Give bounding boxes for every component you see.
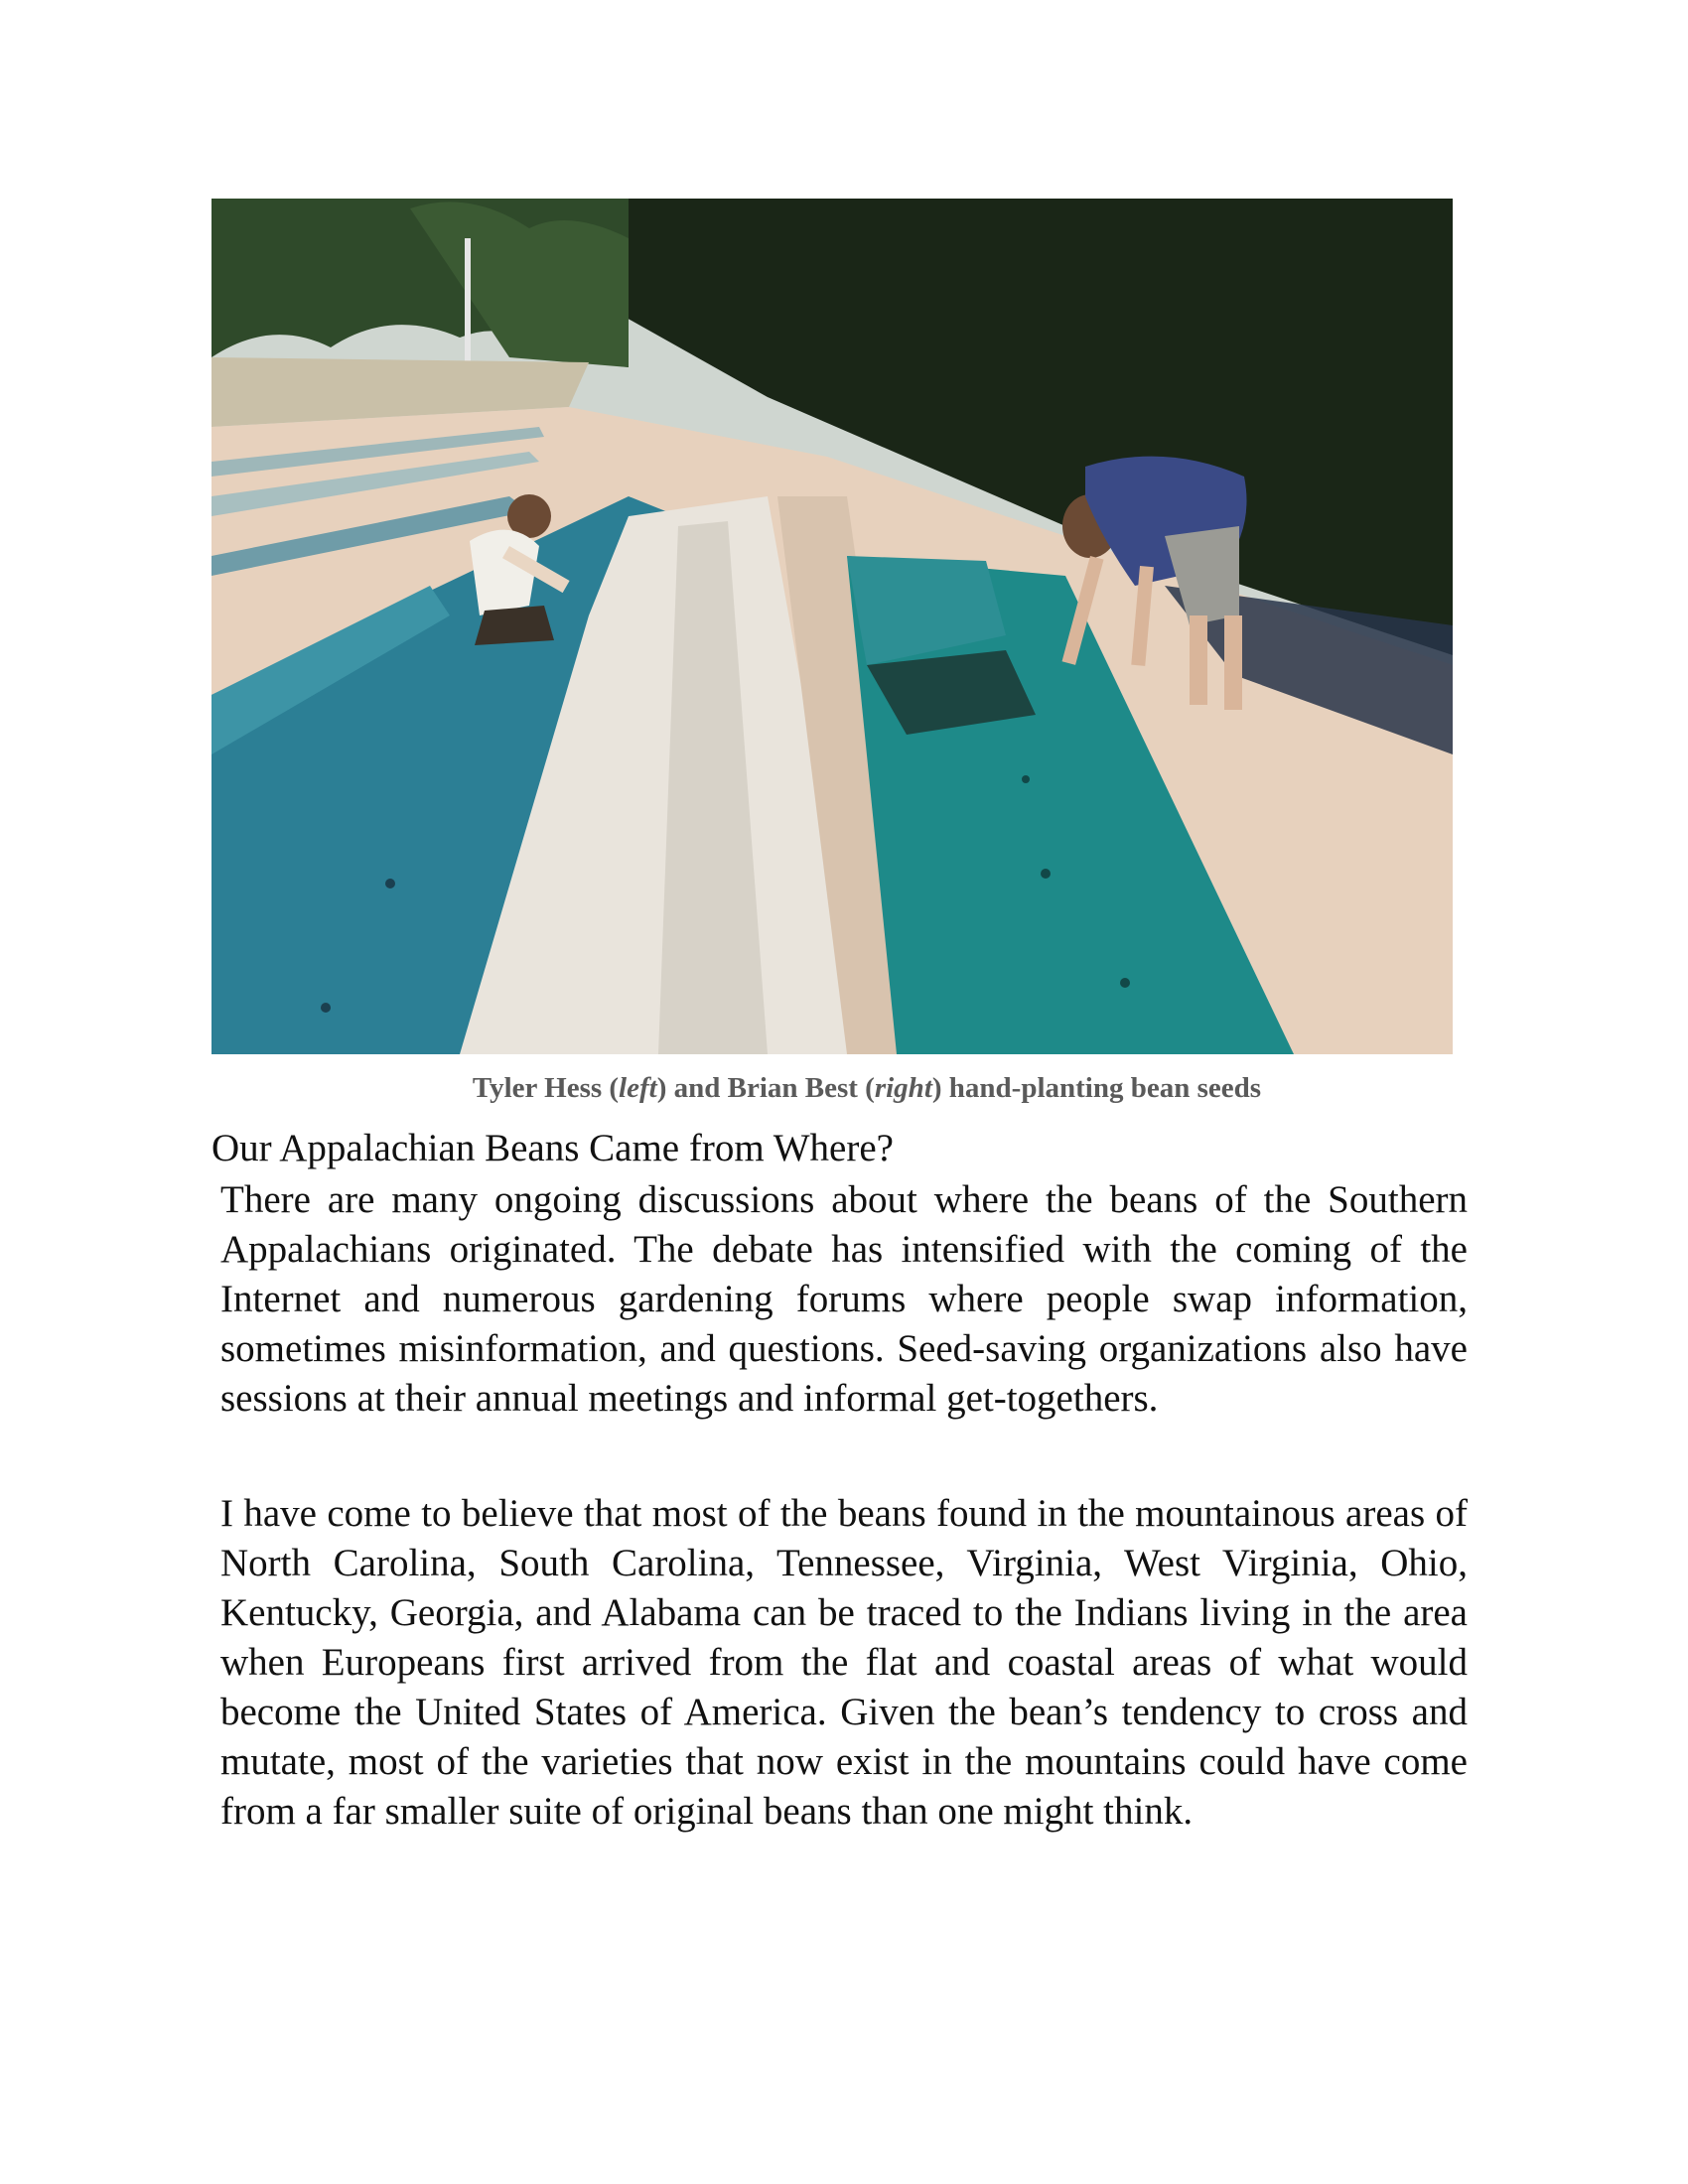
article-paragraph-1: There are many ongoing discussions about where the beans of the Southern Appalachians originated. The debate has intensified with the coming of the Internet and numerous gardening forums where people swap information, sometimes misinformation, and questions. Seed-saving organizations also have sessions at their annual meetings and informal get-togethers. (220, 1178, 1468, 1420)
caption-right-label: right (874, 1072, 932, 1104)
article-paragraph-2: I have come to believe that most of the beans found in the mountainous areas of North Carolina, South Carolina, Tennessee, Virginia, West Virginia, Ohio, Kentucky, Georgia, and Alabama can be traced to the Indians living in the area when Europeans first arrived from the flat and coastal areas of what would become the United States of America. Given the bean’s tendency to cross and mutate, most of the varieties that now exist in the mountains could have come from a far smaller suite of original beans than one might think. (220, 1492, 1468, 1833)
caption-text-middle: ) and Brian Best ( (656, 1072, 875, 1104)
caption-left-label: left (619, 1072, 657, 1104)
article-heading: Our Appalachian Beans Came from Where? (211, 1127, 894, 1169)
field-photo-illustration (211, 199, 1453, 1054)
bean-planting-photo (211, 199, 1453, 1054)
caption-text-start: Tyler Hess ( (472, 1072, 620, 1104)
caption-text-end: ) hand-planting bean seeds (931, 1072, 1262, 1104)
photo-caption (211, 1072, 1453, 1105)
